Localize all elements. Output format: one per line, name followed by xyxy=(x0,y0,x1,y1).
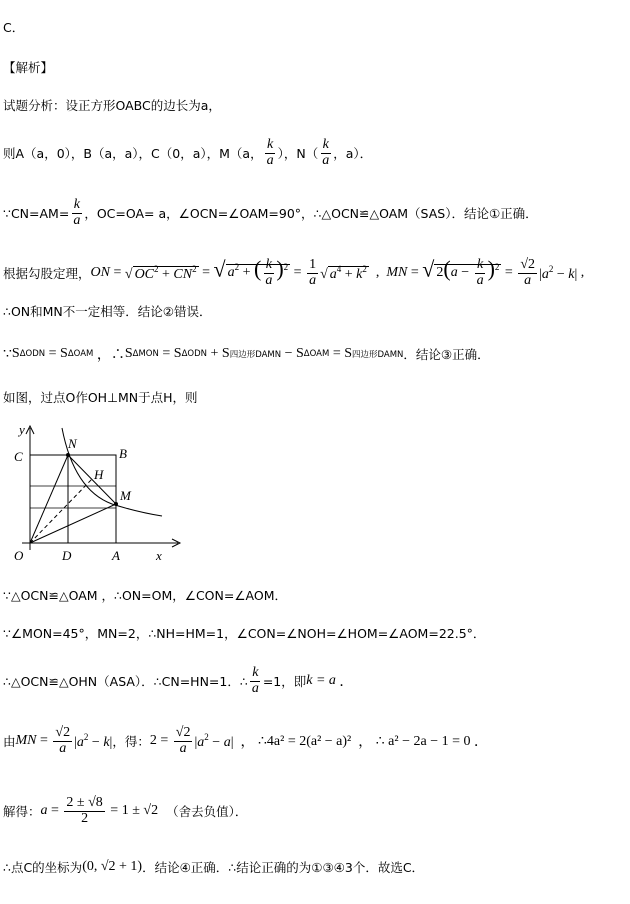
section-title-text: 【解析】 xyxy=(3,60,54,75)
geometry-figure xyxy=(2,420,192,570)
asa-text: ∴△OCN≌△OHN（ASA）．∴CN=HN=1．∴ xyxy=(3,674,248,690)
cn-am-text: ∵CN=AM= xyxy=(3,205,70,221)
sub-odn: ΔODN xyxy=(19,349,46,359)
coords-part-1: 则A（a，0），B（a，a），C（0，a），M（a， xyxy=(3,146,263,162)
label-a: A xyxy=(112,548,120,563)
equation-4a2: ∴4a² = 2(a² − a)² xyxy=(258,733,352,749)
congruence-line xyxy=(3,198,538,228)
area-line: ∵ S ΔODN = S ΔOAM ，∴ S ΔMON = S ΔODN + S 四边形DAMN − S ΔOAM = S 四边形DAMN ．结论③正确． xyxy=(3,346,490,363)
label-c: C xyxy=(14,449,23,464)
line-1-text: 试题分析：设正方形OABC的边长为a， xyxy=(3,98,221,113)
fraction-sqrt2-over-a: $\frac{√2}{a}$ xyxy=(520,257,536,288)
figure-intro-text: 如图，过点O作OH⊥MN于点H，则 xyxy=(3,390,198,405)
abs-a2-minus-k: $|a^2 - k|$ xyxy=(539,263,578,282)
fraction-k-over-a: $\frac{k}{a}$ xyxy=(266,137,274,168)
k-equals-a: k = a xyxy=(306,673,336,689)
conclusion-2-text: ∴ON和MN不一定相等．结论②错误． xyxy=(3,304,212,319)
analysis-line-1 xyxy=(3,96,221,114)
discard-negative-text: （舍去负值）． xyxy=(166,804,248,820)
answer-text: C． xyxy=(3,20,25,35)
asa-line: ∴△OCN≌△OHN（ASA）．∴CN=HN=1．∴ $\frac{k}{a}$ =1，即 k = a ． xyxy=(3,665,354,696)
pythagorean-line: 根据勾股定理， ON = √ $OC^2 + CN^2$ = √ $a^2$ + ( $\frac{k}{a}$ )$^2$ = $\frac{1}{a}$ √ $a^4 + k^2$ , MN = √ 2(a − $\frac{k}{a}$ )$^2$ = $\frac{√2}{a}$ $|a^2 - k|$ , xyxy=(3,256,585,288)
point-m xyxy=(114,502,118,506)
label-o: O xyxy=(14,548,24,563)
on-symbol: ON xyxy=(90,265,110,281)
final-line xyxy=(3,858,424,876)
coords-part-2: ），N（ xyxy=(277,146,319,162)
angle-text: ∵∠MON=45°，MN=2，∴NH=HM=1，∠CON=∠NOH=∠HOM=∠AOM=22.5°． xyxy=(3,626,486,641)
fraction-k-over-a: $\frac{k}{a}$ xyxy=(73,197,81,228)
coordinate-label: ∴点C的坐标为 xyxy=(3,860,83,875)
segment-om xyxy=(30,504,116,543)
label-h: H xyxy=(94,467,104,482)
fraction-k-over-a: $\frac{k}{a}$ xyxy=(322,137,330,168)
angle-line xyxy=(3,624,485,642)
sqrt-a4-k2: √ $a^4 + k^2$ xyxy=(320,263,367,282)
mn-symbol: MN xyxy=(386,265,408,281)
solution-label: 解得： xyxy=(3,804,41,820)
solution-value: 1 ± √2 xyxy=(121,803,159,819)
sqrt-a2-plus-k-over-a: √ $a^2$ + ( $\frac{k}{a}$ )$^2$ xyxy=(213,256,289,288)
label-d: D xyxy=(62,548,72,563)
point-c-coordinate: (0, √2 + 1) xyxy=(82,859,143,874)
coordinates-line xyxy=(3,138,372,168)
get-text: ，得： xyxy=(112,734,150,750)
pythagorean-label: 根据勾股定理， xyxy=(3,266,91,282)
section-title xyxy=(3,58,53,76)
sub-oam: ΔOAM xyxy=(67,349,94,359)
label-m: M xyxy=(120,488,131,503)
from-text: 由 xyxy=(3,734,16,750)
figure-intro-line xyxy=(3,388,198,406)
label-y: y xyxy=(19,422,25,437)
sub-damn: 四边形DAMN xyxy=(229,350,282,360)
sas-conclusion-text: ，OC=OA= a，∠OCN=∠OAM=90°，∴△OCN≌△OAM（SAS）．结论①正确． xyxy=(84,206,538,222)
conclusion-3-text: ．结论③正确． xyxy=(403,347,490,362)
equation-quadratic: ∴ a² − 2a − 1 = 0 xyxy=(375,733,471,749)
solve-line: 由 MN = $\frac{√2}{a}$ $|a^2 - k|$ ，得： 2 = $\frac{√2}{a}$ $|a^2 - a|$ ， ∴4a² = 2(a² − a)² ， ∴ a² − 2a − 1 = 0 ． xyxy=(3,725,488,756)
conclusion-2-line xyxy=(3,302,212,320)
sub-mon: ΔMON xyxy=(132,349,159,359)
equals-one-text: =1，即 xyxy=(262,674,307,690)
label-b: B xyxy=(119,446,127,461)
label-x: x xyxy=(156,548,162,563)
congruence-2-text: ∵△OCN≌△OAM ，∴ON=OM，∠CON=∠AOM． xyxy=(3,588,287,603)
fraction-solution: $\frac{2 \pm √8}{2}$ xyxy=(66,795,103,826)
sqrt-oc-cn: √ $OC^2 + CN^2$ xyxy=(124,263,197,282)
congruence-2-line xyxy=(3,586,287,604)
sqrt-mn-expression: √ 2(a − $\frac{k}{a}$ )$^2$ xyxy=(422,256,500,288)
final-conclusion-text: ．结论④正确．∴结论正确的为①③④3个．故选C． xyxy=(142,860,425,875)
answer-line xyxy=(3,18,24,36)
segment-oh-dashed xyxy=(30,479,92,543)
fraction-one-over-a: $\frac{1}{a}$ xyxy=(309,257,317,288)
fraction-k-over-a: $\frac{k}{a}$ xyxy=(251,665,259,696)
coords-part-3: ，a）． xyxy=(333,146,373,162)
point-n xyxy=(66,453,70,457)
solution-line: 解得： a = $\frac{2 \pm √8}{2}$ = 1 ± √2 （舍去负值）． xyxy=(3,795,248,826)
hyperbola-curve xyxy=(62,428,162,516)
segment-on xyxy=(30,455,68,543)
label-n: N xyxy=(68,436,77,451)
